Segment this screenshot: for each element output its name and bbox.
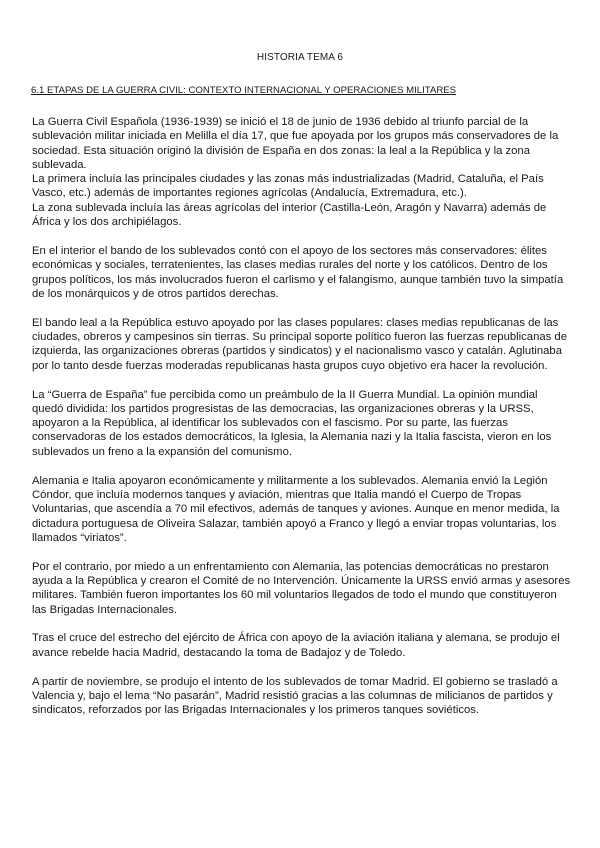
section-heading: 6.1 ETAPAS DE LA GUERRA CIVIL: CONTEXTO INTERNACIONAL Y OPERACIONES MILITARES [31, 85, 457, 96]
paragraph-7: Alemania e Italia apoyaron económicamente y militarmente a los sublevados. Alemania envió la Legión Cóndor, que incluía modernos tanques y aviación, mientras que Italia mandó el Cuerpo de Tropas Voluntarias, que ascendía a 70 mil efectivos, además de tanques y aviones. Aunque en menor medida, la dictadura portuguesa de Oliveira Salazar, también apoyó a Franco y llegó a enviar tropas voluntarias, los llamados “viriatos”. [32, 474, 560, 544]
paragraph-3: La zona sublevada incluía las áreas agrícolas del interior (Castilla-León, Aragón y Navarra) además de África y los dos archipiélagos. [32, 201, 547, 229]
paragraph-10: A partir de noviembre, se produjo el intento de los sublevados de tomar Madrid. El gobierno se trasladó a Valencia y, bajo el lema “No pasarán”, Madrid resistió gracias a las columnas de milicianos de partidos y sindicatos, reforzados por las Brigadas Internacionales y los primeros tanques soviéticos. [32, 675, 558, 717]
paragraph-9: Tras el cruce del estrecho del ejército de África con apoyo de la aviación italiana y alemana, se produjo el avance rebelde hacia Madrid, destacando la toma de Badajoz y de Toledo. [32, 632, 560, 659]
paragraph-8: Por el contrario, por miedo a un enfrentamiento con Alemania, las potencias democráticas no prestaron ayuda a la República y crearon el Comité de no Intervención. Únicamente la URSS envió armas y asesores militares. También fueron importantes los 60 mil voluntarios llegados de todo el mundo que constituyeron las Brigadas Internacionales. [32, 560, 571, 616]
document-body [32, 115, 572, 732]
paragraph-1: La Guerra Civil Española (1936-1939) se inició el 18 de junio de 1936 debido al triunfo parcial de la sublevación militar iniciada en Melilla el día 17, que fue apoyada por los grupos más conservadores de la sociedad. Esta situación originó la división de España en dos zonas: la leal a la República y la zona sublevada. [32, 116, 559, 171]
paragraph-6: La “Guerra de España” fue percibida como un preámbulo de la II Guerra Mundial. La opinión mundial quedó dividida: los partidos progresistas de las democracias, las organizaciones obreras y la URSS, apoyaron a la República, al identificar los sublevados con el fascismo. Por su parte, las fuerzas conservadoras de los estados democráticos, la Iglesia, la Alemania nazi y la Italia fascista, vieron en los sublevados un freno a la expansión del comunismo. [32, 388, 552, 458]
document-title: HISTORIA TEMA 6 [256, 52, 344, 63]
paragraph-4: En el interior el bando de los sublevados contó con el apoyo de los sectores más conservadores: élites económicas y sociales, terratenientes, las clases medias rurales del norte y los católicos. Dentro de los grupos políticos, los más involucrados fueron el carlismo y el falangismo, aunque también tuvo la simpatía de los monárquicos y de otros partidos derechas. [32, 244, 564, 300]
paragraph-5: El bando leal a la República estuvo apoyado por las clases populares: clases medias republicanas de las ciudades, obreros y campesinos sin tierras. Su principal soporte político fueron las fuerzas republicanas de izquierda, las organizaciones obreras (partidos y sindicatos) y el nacionalismo vasco y catalán. Aglutinaba por lo tanto desde fuerzas moderadas republicanas hasta grupos cuyo objetivo era hacer la revolución. [32, 316, 568, 372]
paragraph-2: La primera incluía las principales ciudades y las zonas más industrializadas (Madrid, Cataluña, el País Vasco, etc.) además de importantes regiones agrícolas (Andalucía, Extremadura, etc.). [32, 173, 544, 200]
